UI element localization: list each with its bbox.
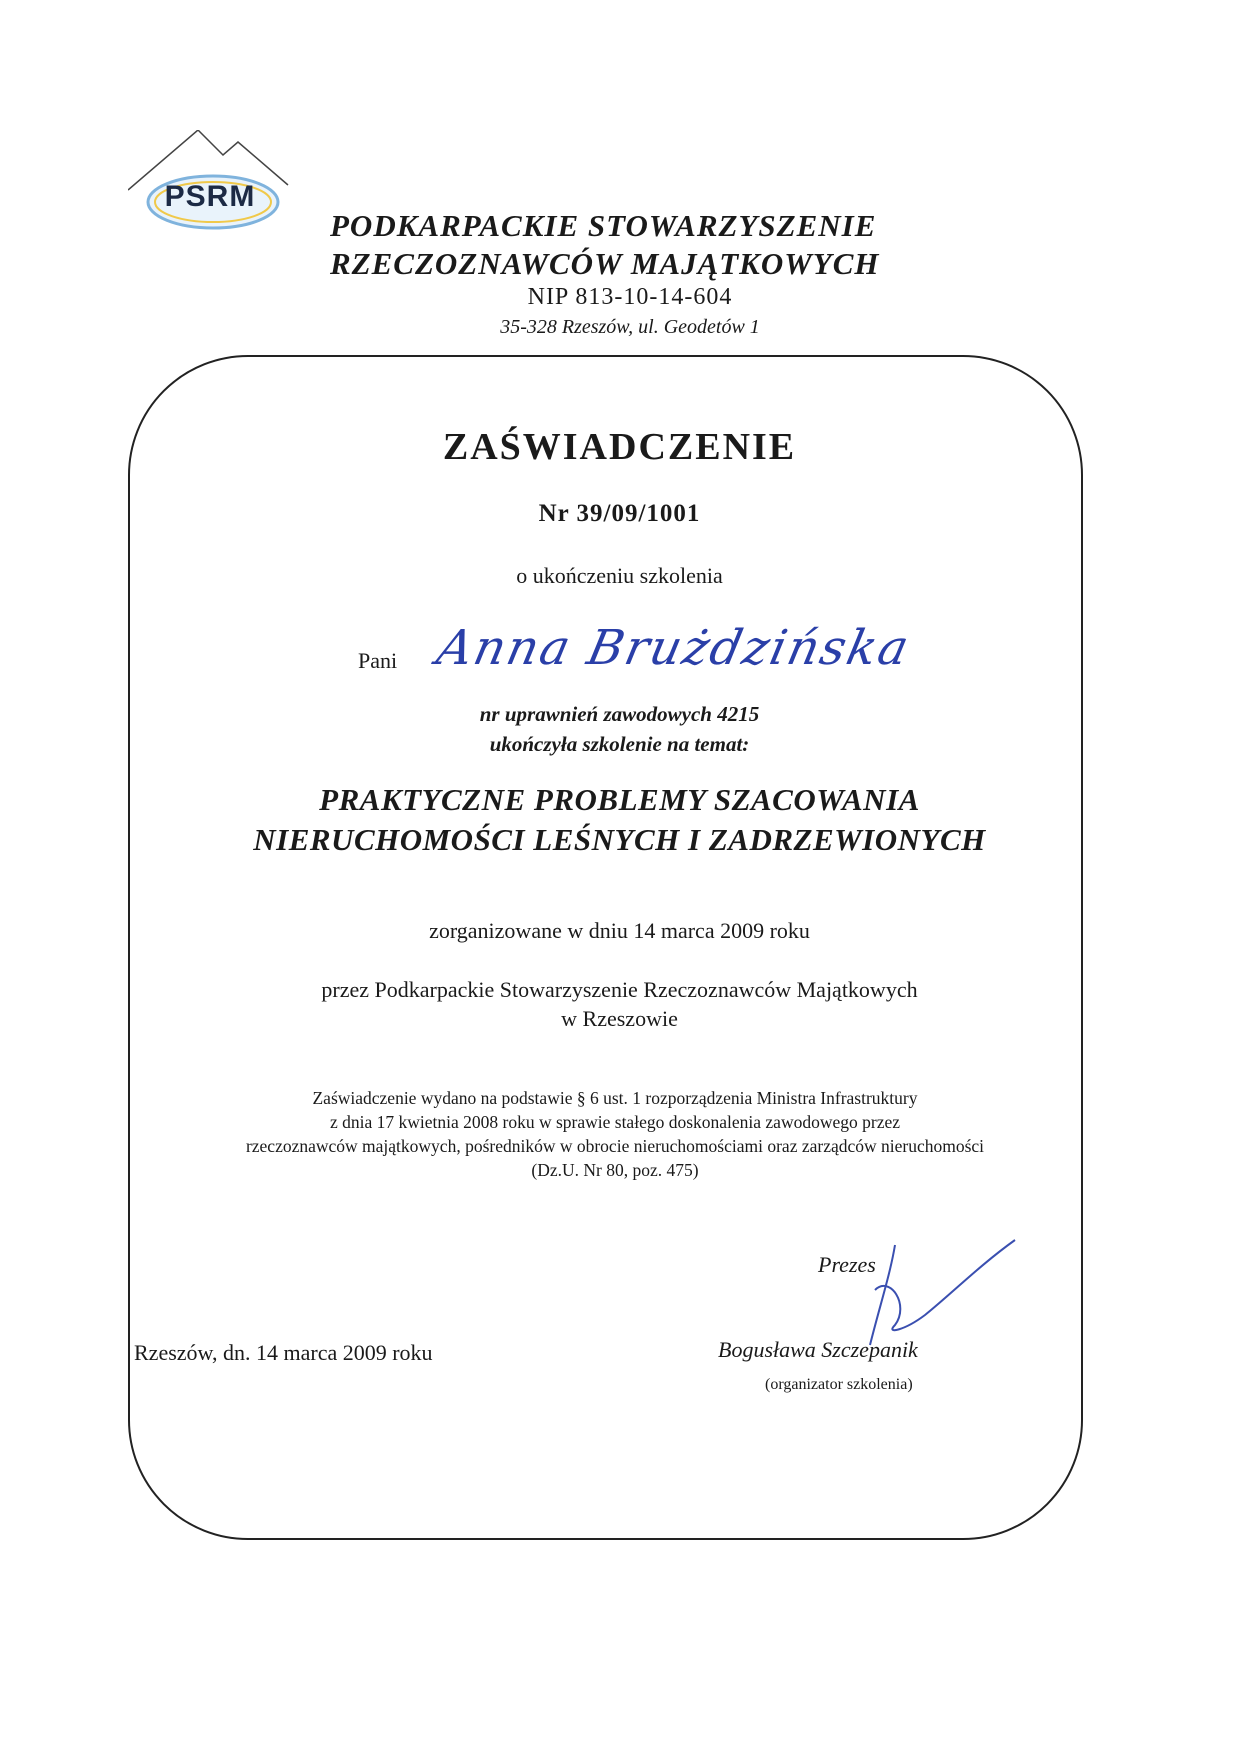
completed-training-line: ukończyła szkolenie na temat: <box>489 732 750 756</box>
training-topic-line1: PRAKTYCZNE PROBLEMY SZACOWANIA <box>319 782 920 817</box>
legal-basis-line2: z dnia 17 kwietnia 2008 roku w sprawie stałego doskonalenia zawodowego przez <box>329 1112 901 1132</box>
place-and-date: Rzeszów, dn. 14 marca 2009 roku <box>134 1340 433 1365</box>
logo-text: PSRM <box>164 180 256 213</box>
organizer-line1: przez Podkarpackie Stowarzyszenie Rzeczoznawców Majątkowych <box>321 977 918 1002</box>
training-topic-line2: NIERUCHOMOŚCI LEŚNYCH I ZADRZEWIONYCH <box>253 822 986 857</box>
legal-basis-line4: (Dz.U. Nr 80, poz. 475) <box>531 1160 699 1180</box>
legal-basis-line1: Zaświadczenie wydano na podstawie § 6 ust. 1 rozporządzenia Ministra Infrastruktury <box>312 1088 918 1108</box>
organization-address: 35-328 Rzeszów, ul. Geodetów 1 <box>500 316 760 338</box>
recipient-label: Pani <box>358 648 398 673</box>
signer-role: (organizator szkolenia) <box>765 1376 913 1393</box>
legal-basis-line3: rzeczoznawców majątkowych, pośredników w obrocie nieruchomościami oraz zarządców nieruchomości <box>245 1136 985 1156</box>
organization-name-line1: PODKARPACKIE STOWARZYSZENIE <box>330 208 877 243</box>
signer-name: Bogusława Szczepanik <box>718 1337 918 1362</box>
organized-date-line: zorganizowane w dniu 14 marca 2009 roku <box>429 918 810 943</box>
signer-title: Prezes <box>818 1252 876 1277</box>
organization-nip: NIP 813-10-14-604 <box>527 284 733 310</box>
certificate-title: ZAŚWIADCZENIE <box>442 426 797 468</box>
recipient-name-handwritten: Anna Brużdzińska <box>432 620 916 676</box>
certificate-number: Nr 39/09/1001 <box>538 500 701 527</box>
organizer-line2: w Rzeszowie <box>561 1006 678 1031</box>
organization-name-line2: RZECZOZNAWCÓW MAJĄTKOWYCH <box>330 246 880 281</box>
certificate-subtitle: o ukończeniu szkolenia <box>516 563 723 588</box>
license-number-line: nr uprawnień zawodowych 4215 <box>479 702 760 726</box>
